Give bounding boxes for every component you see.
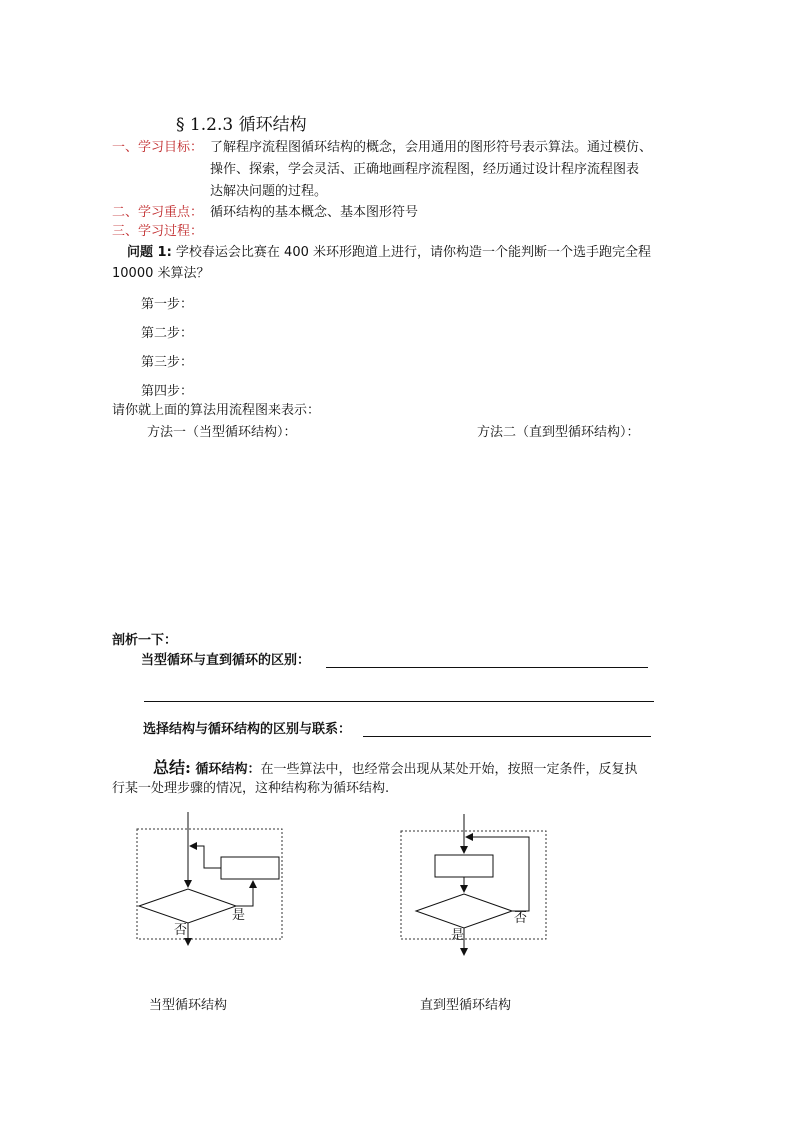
process-label: 三、学习过程：	[112, 224, 204, 239]
analysis-label: 剖析一下：	[112, 633, 178, 648]
until-loop-diagram	[401, 814, 546, 955]
analysis-question-2: 选择结构与循环结构的区别与联系：	[143, 722, 352, 737]
right-diagram-caption: 直到型循环结构	[420, 998, 512, 1013]
step-4: 第四步：	[141, 384, 194, 399]
method-2-label: 方法二（直到型循环结构）：	[477, 425, 640, 440]
left-decision-diamond	[139, 889, 236, 923]
left-loop-back-arrow	[190, 846, 221, 868]
flow-prompt: 请你就上面的算法用流程图来表示：	[112, 403, 321, 418]
step-2: 第二步：	[141, 326, 194, 341]
focus-text: 循环结构的基本概念、基本图形符号	[210, 205, 419, 220]
focus-label: 二、学习重点：	[112, 205, 204, 220]
left-diagram-caption: 当型循环结构	[149, 998, 228, 1013]
right-process-box	[435, 855, 493, 877]
while-loop-diagram	[137, 812, 282, 945]
goals-line-1: 了解程序流程图循环结构的概念，会用通用的图形符号表示算法。通过模仿、	[210, 140, 653, 155]
summary-head: 总结:	[153, 758, 191, 777]
right-no-label: 否	[514, 911, 528, 926]
goals-line-3: 达解决问题的过程。	[210, 184, 328, 199]
left-yes-label: 是	[232, 908, 246, 923]
problem-line-2: 10000 米算法？	[112, 266, 210, 281]
summary-term: 循环结构：	[190, 762, 261, 777]
problem-label: 问题 1:	[127, 245, 172, 260]
summary-text-1: 在一些算法中，也经常会出现从某处开始，按照一定条件，反复执	[260, 762, 638, 777]
step-3: 第三步：	[141, 355, 194, 370]
right-decision-diamond	[416, 894, 512, 928]
method-1-label: 方法一（当型循环结构）：	[147, 425, 297, 440]
left-dotted-frame	[137, 829, 282, 939]
analysis-question-1: 当型循环与直到循环的区别：	[141, 653, 311, 668]
goals-line-2: 操作、探索，学会灵活、正确地画程序流程图，经历通过设计程序流程图表	[210, 162, 640, 177]
left-no-label: 否	[174, 923, 188, 938]
summary-text-2: 行某一处理步骤的情况，这种结构称为循环结构.	[112, 781, 390, 796]
right-yes-label: 是	[451, 928, 465, 943]
problem-line-1: 学校春运会比赛在 400 米环形跑道上进行，请你构造一个能判断一个选手跑完全程	[171, 245, 651, 260]
page-title: § 1.2.3 循环结构	[176, 115, 307, 135]
left-process-box	[221, 857, 279, 879]
left-yes-arrow	[236, 881, 253, 906]
step-1: 第一步：	[141, 297, 194, 312]
goals-label: 一、学习目标：	[112, 140, 204, 155]
